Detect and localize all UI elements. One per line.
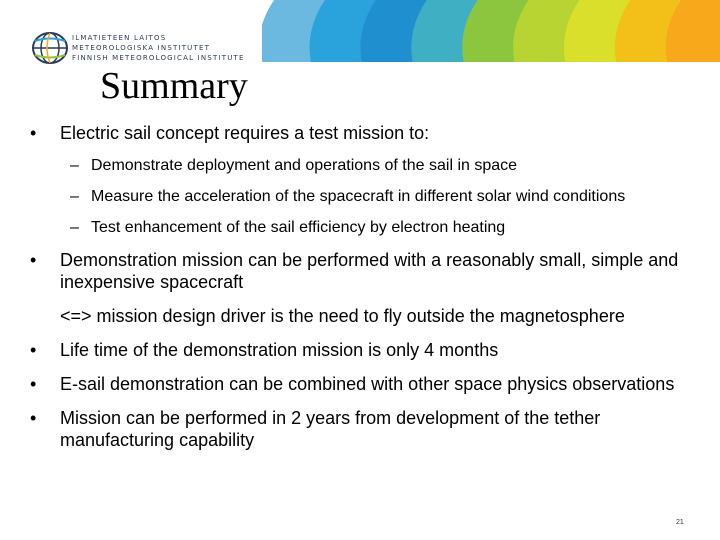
slide-body xyxy=(30,122,690,463)
header-stripes-decoration xyxy=(262,0,720,62)
bullet-item xyxy=(30,339,690,361)
organization-name xyxy=(72,33,245,63)
sub-bullet-text: Demonstrate deployment and operations of the sail in space xyxy=(91,157,518,174)
sub-bullet-item xyxy=(30,156,690,175)
bullet-text: Demonstration mission can be performed with a reasonably small, simple and inexpensive spacecraft xyxy=(60,250,679,292)
dash-icon: – xyxy=(70,188,79,205)
bullet-text: Electric sail concept requires a test mission to: xyxy=(60,123,430,143)
bullet-text: Life time of the demonstration mission is only 4 months xyxy=(60,340,499,360)
continuation-text: <=> mission design driver is the need to fly outside the magnetosphere xyxy=(60,306,625,326)
sub-bullet-item xyxy=(30,218,690,237)
dash-icon: – xyxy=(70,219,79,236)
bullet-item xyxy=(30,407,690,451)
bullet-icon: • xyxy=(30,408,37,428)
bullet-text: Mission can be performed in 2 years from development of the tether manufacturing capability xyxy=(60,408,601,450)
bullet-item xyxy=(30,122,690,144)
dash-icon: – xyxy=(70,157,79,174)
bullet-continuation xyxy=(30,305,690,327)
sub-bullet-text: Measure the acceleration of the spacecraft in different solar wind conditions xyxy=(91,188,626,205)
org-line-sv: METEOROLOGISKA INSTITUTET xyxy=(72,44,211,52)
bullet-text: E-sail demonstration can be combined with other space physics observations xyxy=(60,374,675,394)
sub-bullet-text: Test enhancement of the sail efficiency by electron heating xyxy=(91,219,506,236)
bullet-icon: • xyxy=(30,123,37,143)
bullet-icon: • xyxy=(30,250,37,270)
bullet-icon: • xyxy=(30,340,37,360)
bullet-item xyxy=(30,249,690,293)
slide-title: Summary xyxy=(100,65,248,107)
bullet-icon: • xyxy=(30,374,37,394)
bullet-item xyxy=(30,373,690,395)
fmi-logo-icon xyxy=(30,30,70,66)
page-number: 21 xyxy=(676,519,684,526)
sub-bullet-item xyxy=(30,187,690,206)
org-line-fi: ILMATIETEEN LAITOS xyxy=(72,34,167,42)
org-line-en: FINNISH METEOROLOGICAL INSTITUTE xyxy=(72,54,245,62)
